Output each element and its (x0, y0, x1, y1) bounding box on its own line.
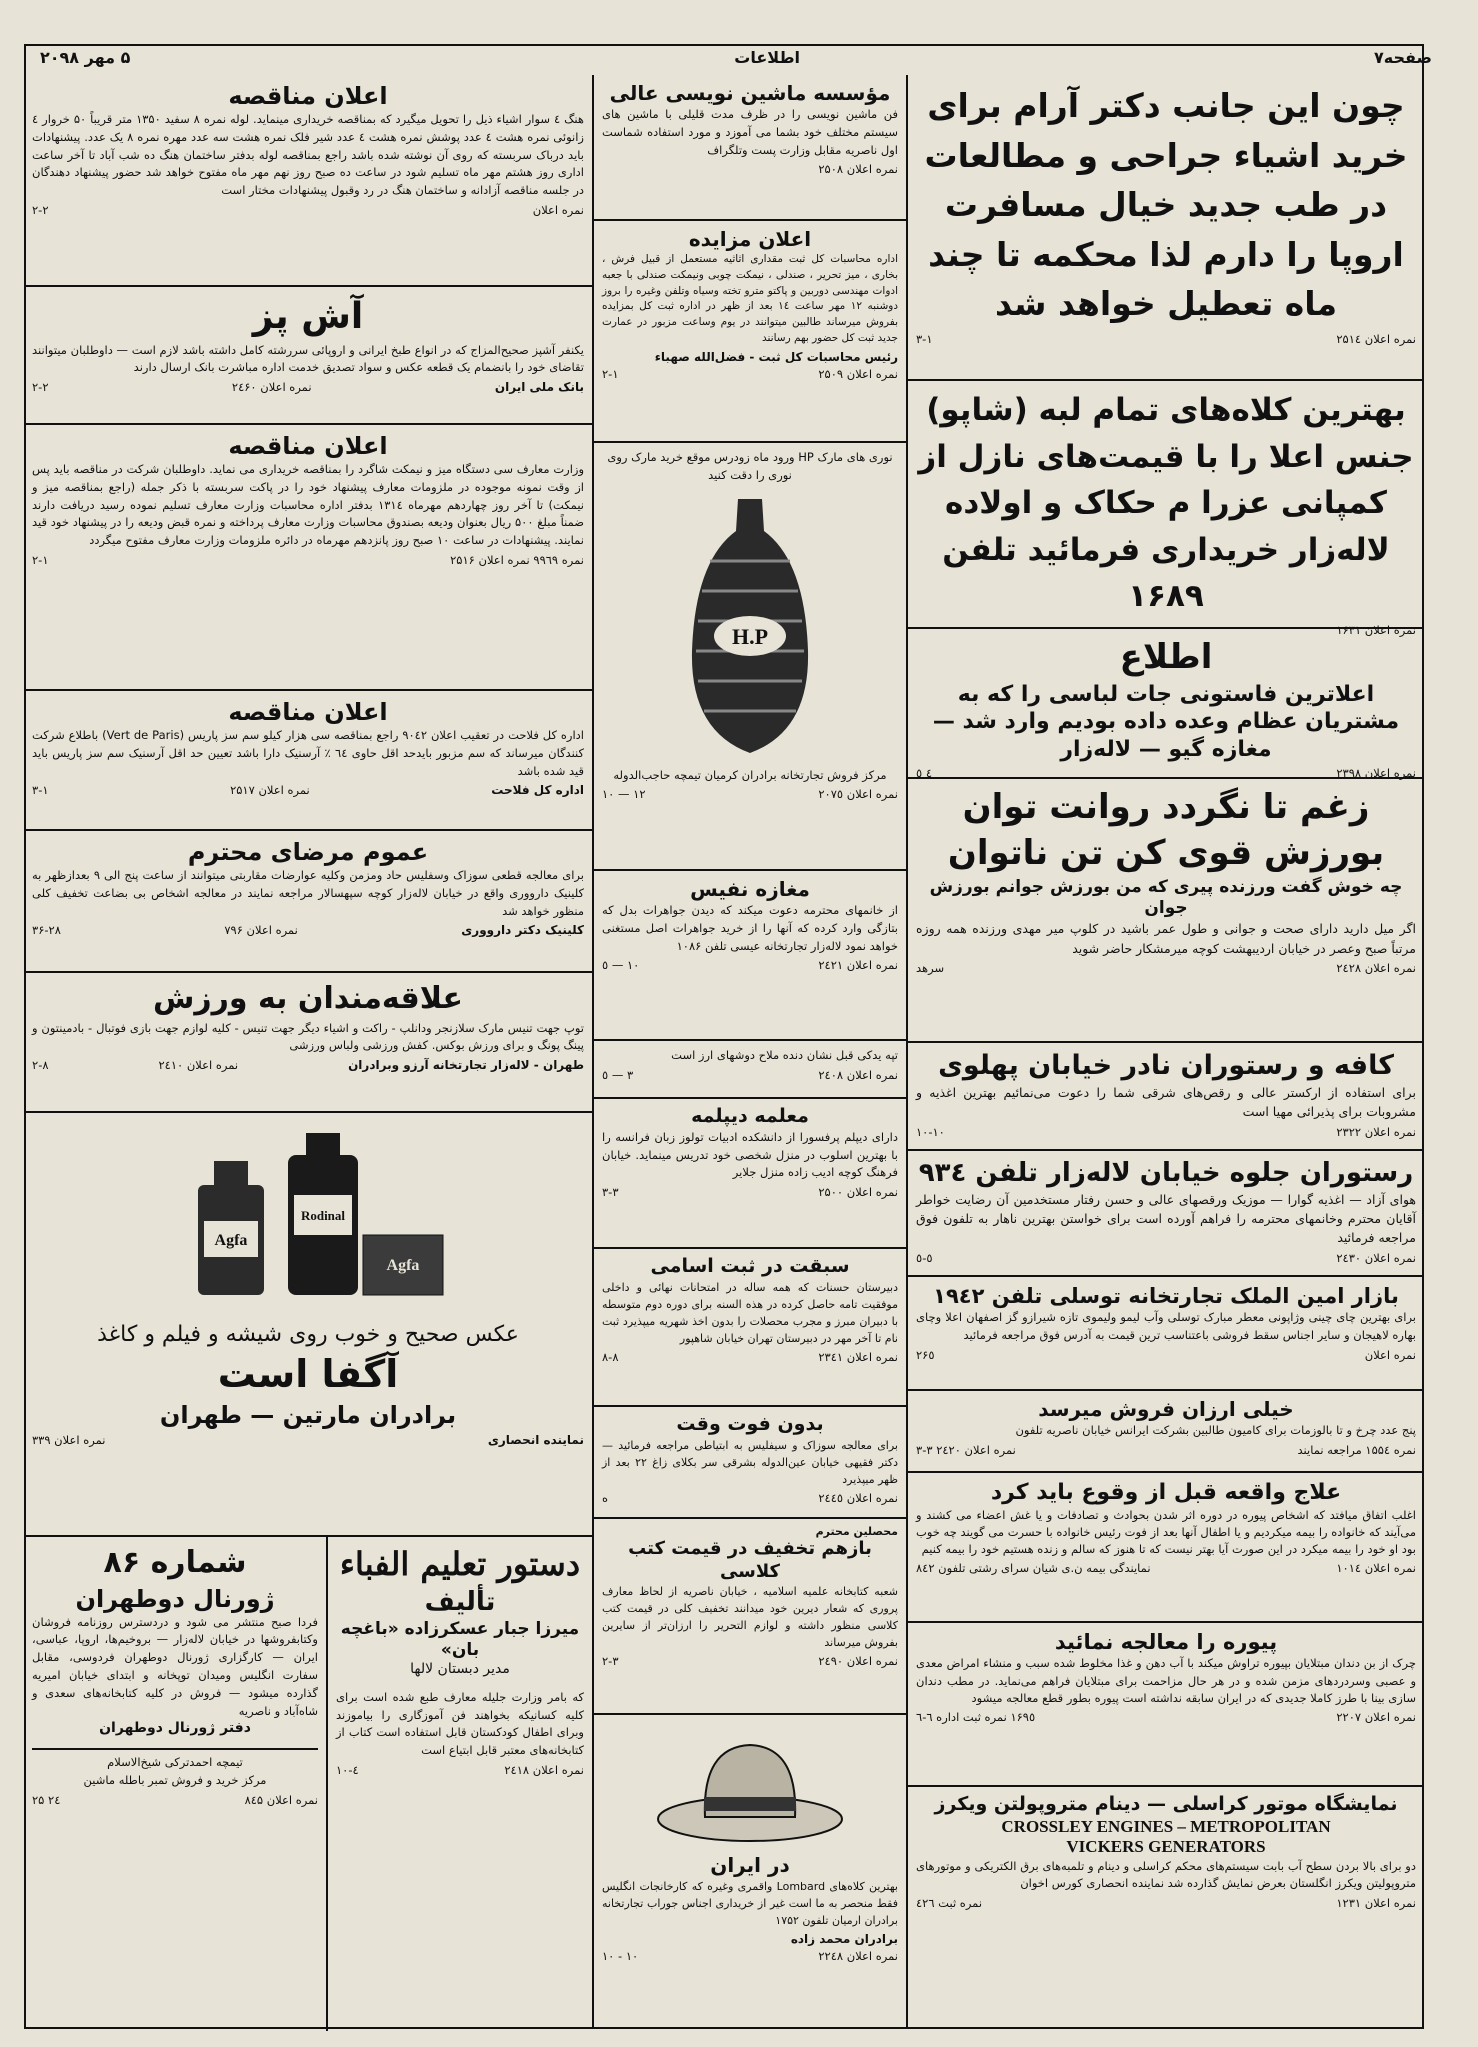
ad-sign: اداره کل فلاحت (491, 783, 584, 798)
ad-tag: ٥-٥ (916, 1250, 933, 1265)
ad-body: هنگ ٤ سوار اشیاء ذیل را تحویل میگیرد که بمناقصه خریداری مینماید. لوله نمره ۸ سفید ۱۳۵۰ متر قریباً ۵۰ خروار ٤ زانوئی نمره هشت ٤ عدد پوشش نمره هشت ٤ عدد شیر فلک نمره هشت سه عدد مهره نمره ۸ یک عدد. پیشنهادات باید درباک سربسته که روی آن نوشته شده باشد راجع بمناقصه لوله بدفتر ساختمان هنگ ده شب آباد تا آخر ساعت اداری روز هشتم مهر ماه تسلیم شود در ساعت ده صبح روز نهم مهر ماه مفتوح خواهد شد حضور پیشنهاد دهندگان در جلسه مناقصه آزادانه و ساختمان هنگ در رد وقبول پیشنهادات مختار است (32, 112, 584, 198)
ad-top: محصلین محترم (815, 1525, 898, 1538)
ad-registration (594, 1249, 906, 1407)
ad-tag: ۲-۱ (602, 366, 619, 381)
bottle-1-text: Agfa (214, 1232, 248, 1249)
ad-tag: ۱۰ - ۱۰ (602, 1949, 639, 1964)
ad-title: بازهم تخفیف در قیمت کتب کلاسی (628, 1538, 872, 1582)
ad-tag: ۲۶٥ (916, 1347, 935, 1362)
ad-sign: رئیس محاسبات کل ثبت - فضل‌الله صهباء (654, 349, 898, 364)
ad-a: تیمچه احمدترکی شیخ‌الاسلام (107, 1754, 243, 1769)
ad-title: دستور تعلیم الفباء (339, 1545, 581, 1583)
ad-body: توپ جهت تنیس مارک سلازنجر ودانلپ - راکت و اشیاء دیگر جهت تنیس - کلیه لوازم جهت بازی فوتبال - بادمینتون و پینگ پونگ و برای ورزش بوکس. کفش ورزشی ولباس ورزشی (32, 1020, 584, 1053)
ad-body: فردا صبح منتشر می شود و دردسترس روزنامه فروشان وکتابفروشها در خیابان لاله‌زار — بروخیم‌ها، اروپا، عباسی، ایران — کارگزاری ژورنال دوطهران فردوسی، مقابل سفارت انگلیس ومیدان توپخانه و ابتدای خیابان امیریه گذارده میشود — فروش در کلیه کتابخانه‌های سعدی و شاه‌آباد و ناصریه (32, 1614, 318, 1718)
ad-sign: کلینیک دکتر دارووری (461, 923, 584, 938)
ad-body: اغلب اتفاق میافتد که اشخاص پیوره در دوره اثر شدن بحوادث و تصادفات و یا غش اعضاء می کشند و می‌آیند که خانواده را بیمه میکردیم و یا اطفال آنها بعد از فوت رئیس خانواده با حسرت می گویند چه خوب بود او خود را بیمه میکرد در این صورت آیا بهتر نیست که تا هنوز که سالم و زنده هستیم خود را بیمه کنیم (916, 1507, 1416, 1556)
ad-latin-line: VICKERS GENERATORS (1066, 1837, 1266, 1857)
ad-alphabet-book (328, 1537, 592, 2029)
ad-sub: تألیف (424, 1587, 496, 1618)
ad-num: نمره اعلان ۱۲۳۱ (1336, 1896, 1416, 1911)
newspaper-title: اطلاعات (734, 48, 800, 67)
ad-foot: مرکز فروش تجارتخانه برادران کرمیان تیمچه حاجب‌الدوله (613, 767, 887, 782)
ad-tender-pipes (24, 75, 592, 287)
ad-tag: ۲٤ ۲۵ (32, 1792, 61, 1807)
ad-title: خیلی ارزان فروش میرسد (1038, 1397, 1294, 1421)
ad-tender-agriculture (24, 691, 592, 831)
ad-head: نوری های مارک HP ورود ماه زودرس موقع خرید مارک روی نوری را دقت کنید (607, 450, 893, 482)
ad-lombard-hats (594, 1715, 906, 2027)
ad-tag: نمره ثبت ٤۲٦ (916, 1896, 983, 1911)
ad-num: نمره اعلان ۷۹۶ (224, 923, 298, 938)
ad-body: دو برای بالا بردن سطح آب بابت سیستم‌های محکم کراسلی و دینام و تلمبه‌های برق الکتریکی و موتور‌های متروپولیتن ویکرز انگلستان بعرض نمایش گذارده شد نماینده انحصاری کورس اخوان (916, 1858, 1416, 1891)
ad-title: اعلان مناقصه (228, 698, 388, 726)
ad-body: هوای آزاد — اغذیه گوارا — موزیک ورقصهای عالی و حسن رفتار مستخدمین آن رضایت خواطر آقایان محترم وخانمهای محترمه را فراهم آورده است برای خواستن بهترین ناهار به تلفون فوق مراجعه فرمائید (916, 1191, 1416, 1246)
ad-tag: نمایندگی بیمه ن.ی شیان سرای رشتی تلفون ۸٤۲ (916, 1561, 1151, 1576)
issue-date: ۵ مهر ۲۰۹۸ (40, 48, 131, 67)
ad-tag: ۲-۲ (32, 380, 49, 395)
column-book (326, 1537, 592, 2031)
ad-tag: ۳ — ٥ (602, 1067, 634, 1082)
ad-title: بدون فوت وقت (676, 1413, 824, 1435)
ad-num: نمره اعلان ۱۰۱٤ (1336, 1561, 1416, 1576)
ad-num: نمره اعلان ۲۵۱٤ (1336, 331, 1416, 346)
ad-tag: ۳-۱ (916, 331, 933, 346)
ad-tag: ۱۰-۱۰ (916, 1124, 945, 1139)
ad-etela (908, 629, 1424, 779)
bottle-2-neck (306, 1133, 340, 1159)
ad-body: اداره محاسبات کل ثبت مقداری اثاثیه مستعمل از قبیل فرش ، بخاری ، میز تحریر ، صندلی ، نیمکت چوبی ونیمکت صندلی با جعبه ادوات مهندسی دوربین و پاکتو مترو تخته وسیاه وتلفن وغیره را بروز دوشنبه ۱۲ مهر ساعت ۱٤ بعد از ظهر در اداره ثبت کل بمزایده بفروش میرساند طالبین میتوانند در یوم وساعت مزبور در عمارت جدید ثبت کل حضور بهم رسانند (602, 253, 898, 344)
ad-title: علاج واقعه قبل از وقوع باید کرد (990, 1480, 1342, 1505)
ad-sports-goods (24, 973, 592, 1113)
ad-tender-desks (24, 425, 592, 691)
ad-num: نمره اعلان ۲٤۱۸ (504, 1762, 584, 1777)
ad-body: شعبه کتابخانه علمیه اسلامیه ، خیابان ناصریه از لحاظ معارف پروری که شعار دیرین خود میدانند تخفیف کلی در قیمت کتب کلاسی منظور داشته و لوازم التحریر را ارزان‌تر از سایرین بفروش میرساند (602, 1585, 898, 1650)
ad-num: نمره اعلان ۲٤۳۰ (1336, 1250, 1416, 1265)
column-middle (592, 75, 906, 2029)
ad-b: مرکز خرید و فروش تمبر باطله ماشین (83, 1772, 267, 1787)
ad-tag: نمره اعلان ۲٤۲۰ ۳-۳ (916, 1442, 1016, 1457)
ad-body: بهترین کلاه‌های Lombard واقمری وغیره که کارخانجات انگلیس فقط منحصر به ما است غیر از خریداری اجناس جوراب تجارتخانه برادران ارمیان تلفون ۱۷۵۲ (602, 1880, 898, 1928)
ad-tag: ه (602, 1490, 609, 1505)
ad-body: از خانمهای محترمه دعوت میکند که دیدن جواهرات بدل که بتازگی وارد کرده که آنها را از خرید جواهرات اصل مستغنی خواهد نمود لاله‌زار تجارتخانه عیسی تلفن ۱۰۸۶ (602, 903, 898, 953)
ad-small (594, 1041, 906, 1099)
ad-title: سبقت در ثبت اسامی (650, 1255, 850, 1277)
ad-tag: ۲-۸ (32, 1058, 49, 1073)
ad-title: شماره ۸۶ (103, 1545, 247, 1580)
ad-sign: دفتر ژورنال دوطهران (99, 1720, 251, 1737)
ad-num: نمره اعلان ۲۵۰۰ (818, 1185, 898, 1200)
ad-body: برای معالجه قطعی سوزاک وسفلیس حاد ومزمن وکلیه عوارضات مقاربتی میتوانند از ساعت پنج الی ۹ بعدازظهر به کلینیک دارووری واقع در خیابان لاله‌زار کوچه سپهسالار مراجعه نمایند در معالجه اشخاص بی بضاعت تخفیف کلی منظور خواهد شد (32, 868, 584, 918)
ad-sign: بانک ملی ایران (494, 380, 584, 395)
ad-num: نمره اعلان ۲٤۹۰ (818, 1654, 898, 1669)
ad-pyorrhea (908, 1623, 1424, 1787)
stamp-shop (32, 1748, 318, 1807)
ad-body: دبیرستان حسنات که همه ساله در امتحانات نهائی و داخلی موفقیت تامه حاصل کرده در هذه السنه برای دوره دوم متوسطه با دبیران مبرز و مجرب محصلات را بدون اخذ شهریه میپذیرد ثبت نام تا آخر مهر در دبیرستان تهران خیابان شاهپور (602, 1280, 898, 1345)
ad-body: اگر میل دارید دارای صحت و جوانی و طول عمر باشید در کلوپ میر مهدی ورزنده همه روزه مرتباً صبح وعصر در خیابان اردیبهشت کوچه میرمشکار حاضر شوید (916, 921, 1416, 956)
ad-num: نمره اعلان ۲۳۹۸ (1336, 766, 1416, 781)
ad-title: آگفا است (217, 1351, 399, 1396)
column-journal (24, 1537, 326, 2031)
ad-title: چون این جانب دکتر آرام برای خرید اشیاء جراحی و مطالعات در طب جدید خیال مسافرت اروپا را دارم لذا محکمه تا چند ماه تعطیل خواهد شد (924, 86, 1408, 323)
ad-body: اداره کل فلاحت در تعقیب اعلان ۹۰٤۲ راجع بمناقصه سی هزار کیلو سم سز پاریس (Vert de Paris) باطلاع شرکت کنندگان میرساند که سم مزبور بایدحد اقل حاوی ٦٤ ٪ آرسنیک دارا باشد تعیین حد اقل آرسنیک سم سز پاریس باید قید شده باشد (32, 728, 584, 778)
ad-title: اطلاع (1119, 637, 1213, 677)
ad-tag: ٤-۱۰ (336, 1762, 359, 1777)
hat-illustration (650, 1727, 850, 1847)
ad-title: اعلان مناقصه (228, 82, 388, 110)
ad-num: نمره اعلان ۲٤۲۱ (818, 958, 898, 973)
ad-crossley (908, 1787, 1424, 2027)
ad-body: وزارت معارف سی دستگاه میز و نیمکت شاگرد را بمناقصه خریداری می نماید. داوطلبان شرکت در مناقصه باید پس از وقت نمونه موجوده در ملزومات معارف پیشنهاد خود را در پاکت سربسته با ذکر جمله (راجع بمناقصه میز و نیمکت) تا آخر روز چهاردهم مهرماه ۱۳۱٤ بدفتر اداره محاسبات وزارت معارف تسلیم نموده رسید دریافت دارند ضمناً مبلغ ۵۰۰ ریال بعنوان ودیعه بصندوق محاسبات وزارت معارف پرداخته و نمره قبض ودیعه را در پیشنهاد خود قید نمایند. پیشنهادات در ساعت ۱۰ صبح روز پانزدهم مهرماه در دائره ملزومات وزارت معارف مفتوح میگردد (32, 462, 585, 548)
ad-tag: ۲-۱ (32, 553, 49, 568)
ad-num: نمره اعلان ۸٤۵ (244, 1792, 318, 1807)
ad-body: چرک از بن دندان مبتلایان بپیوره تراوش میکند با آب دهن و غذا مخلوط شده سبب و منشاء امراض معدی و عصبی وسردرد‌های مزمن شده و در هر حال مزاحمت برای مبتلایان فراهم می‌نماید. در مطب دندان سازی بینا با طرز کاملا جدیدی که در ایران سابقه نداشته است پیوره بطور قطع معالجه میشود (916, 1656, 1416, 1705)
ad-title: کافه و رستوران نادر خیابان پهلوی (938, 1050, 1394, 1081)
ad-num: نمره اعلان ۲۰۷٥ (818, 787, 898, 802)
ad-title: عموم مرضای محترم (187, 838, 429, 866)
ad-textbooks (594, 1519, 906, 1715)
ad-num: نمره اعلان ۲٤٤٥ (818, 1490, 898, 1505)
ad-title: مغازه نفیس (690, 877, 810, 901)
ad-title: اعلان مزایده (688, 227, 812, 251)
ad-num: نمره اعلان ۲٤۰۸ (818, 1067, 898, 1082)
ad-title: پیوره را معالجه نمائید (1054, 1630, 1278, 1654)
ad-sign: برادران مارتین — طهران (159, 1400, 457, 1429)
ad-title: آش پز (252, 296, 364, 337)
ad-teacher (594, 1099, 906, 1249)
ad-title: نمایشگاه موتور کراسلی — دینام متروپولتن ویکرز (934, 1793, 1398, 1815)
ad-doctor (594, 1407, 906, 1519)
ad-sub: چه خوش گفت ورزنده پیری که من بورزش جوانم بورزش جوان (929, 876, 1403, 919)
ad-num: نمره اعلان ۲۳٤۱ (818, 1349, 898, 1364)
agfa-products-illustration (158, 1125, 458, 1315)
ad-tag: ۲-۳ (602, 1654, 619, 1669)
ad-tag: ۱۲ — ۱۰ (602, 787, 646, 802)
ad-title: بهترین کلاه‌های تمام لبه (شاپو) جنس اعلا را با قیمت‌های نازل از کمپانی عزرا م حکاک و اولاده لاله‌زار خریداری فرمائید تلفن ۱۶۸۹ (918, 392, 1414, 614)
ad-cafe-nader (908, 1043, 1424, 1151)
ad-tag: ۸-۸ (602, 1349, 619, 1364)
ad-num: نمره اعلان ۲۲۰۷ (1336, 1710, 1416, 1724)
ad-body: برای بهترین چای چینی وژاپونی معطر مبارک توسلی وآب لیمو ولیموی تازه شیرازو گز اصفهان اعلا وچای بهاره لاهیجان و سایر اجناس سقط فروشی باعتناسب ترین قیمت به آدرس فوق مراجعه فرمائید (916, 1310, 1416, 1343)
ad-rep: نماینده انحصاری (487, 1432, 584, 1447)
ad-cheap-sale (908, 1391, 1424, 1473)
ad-num: نمره اعلان ۲٤۱۰ (158, 1058, 239, 1073)
ad-body: یکنفر آشپز صحیح‌المزاج که در انواع طبخ ایرانی و اروپائی سررشته کامل داشته باشد لازم است — داوطلبان میتوانند تقاضای خود را بانضمام یک قطعه عکس و سواد تصدیق خدمت اداره مباشرت بانک ارسال دارند (32, 342, 584, 375)
ad-tag: سرهد (916, 961, 945, 976)
ad-num: نمره اعلان ۲۳۲۲ (1336, 1124, 1416, 1139)
ad-body: برای معالجه سوزاک و سیفلیس به ابتیاطی مراجعه فرمائید — دکتر فقیهی خیابان عین‌الدوله بشرقی سر بکلای زاغ ۲۲ بعد از ظهر میپذیرد (602, 1438, 898, 1486)
ad-num: نمره اعلان (532, 203, 584, 218)
ad-tag: ۳-۳ (602, 1185, 619, 1200)
ad-body: اعلاترین فاستونی جات لباسی را که به مشتریان عظام وعده داده بودیم وارد شد — مغازه گیو — لاله‌زار (932, 681, 1400, 762)
ad-body: فن ماشین نویسی را در ظرف مدت قلیلی با ماشین های سیستم مختلف خود بشما می آموزد و مورد استفاده شماست اول ناصریه مقابل وزارت پست وتلگراف (602, 107, 898, 157)
ad-hp-bottle (594, 443, 906, 871)
bottle-2-text: Rodinal (300, 1208, 346, 1223)
ad-dr-aram (908, 75, 1424, 381)
hp-bottle-illustration (680, 491, 820, 761)
hat-band (704, 1797, 796, 1811)
ad-body: پنج عدد چرخ و تا بالوزمات برای کامیون طالبین بشرکت ایرانس خیابان ناصریه تلفون (1015, 1423, 1416, 1437)
ad-jewelry (594, 871, 906, 1041)
film-box-text: Agfa (386, 1257, 420, 1274)
ad-num: نمره ۹۹٦۹ نمره اعلان ۲۵۱۶ (450, 553, 584, 568)
column-left (24, 75, 592, 1535)
ad-clinic (24, 831, 592, 973)
ad-restaurant-jelveh (908, 1151, 1424, 1277)
ad-sign: برادران محمد زاده (790, 1932, 898, 1947)
ad-tag: ۳-۱ (32, 783, 49, 798)
ad-sub2: مدیر دبستان لالها (410, 1661, 510, 1678)
bottle-1-neck (214, 1161, 248, 1189)
ad-journal (24, 1537, 326, 2029)
ad-body: که بامر وزارت جلیله معارف طبع شده است برای کلیه کسانیکه بخواهند فن آموزگاری را بیاموزند وبرای اطفال کودکستان قابل استفاده است کتاب از کتابخانه‌های معتبر قابل ابتیاع است (336, 1689, 584, 1758)
ad-tag: ۱۶۹٥ نمره ثبت اداره ٦-٦ (916, 1710, 1036, 1724)
ad-body: تپه یدکی قبل نشان دنده ملاح دوشهای ارز است (671, 1048, 898, 1062)
ad-title: علاقه‌مندان به ورزش (152, 981, 464, 1016)
ad-agfa (24, 1113, 592, 1535)
ad-typing-school (594, 75, 906, 221)
ad-tag: ۱۰ — ٥ (602, 958, 640, 973)
ad-sign: طهران - لاله‌زار تجارتخانه آرزو وبرادران (348, 1058, 584, 1073)
ad-num: نمره اعلان (1364, 1347, 1416, 1362)
ad-tag: ٤ ٥ (916, 766, 933, 781)
ad-num: نمره اعلان ۲۵۱۷ (230, 783, 310, 798)
ad-latin-line: CROSSLEY ENGINES – METROPOLITAN (1001, 1816, 1331, 1836)
ad-title: معلمه دیپلمه (691, 1105, 809, 1127)
ad-sub: ژورنال دوطهران (75, 1584, 275, 1613)
ad-num: نمره اعلان ۱۶۳۱ (1336, 622, 1416, 637)
ad-num: نمره اعلان ۳۳۹ (32, 1432, 106, 1447)
ad-num: نمره اعلان ۲٤۲۸ (1336, 961, 1416, 976)
ad-num: نمره اعلان ۲۵۰۹ (818, 366, 898, 381)
ad-title: بازار امین الملک تجارتخانه توسلی تلفن ۱۹٤۲ (933, 1284, 1399, 1308)
ad-num: نمره اعلان ۲٤۶۰ (231, 380, 312, 395)
ad-body: دارای دیپلم پرفسورا از دانشکده ادبیات تولوز زبان فرانسه را با بهترین اسلوب در منزل شخصی خود تدریس مینماید. خیابان فرهنگ کوچه ادیب زاده منزل جلایر (602, 1129, 898, 1180)
ad-title: در ایران (710, 1853, 790, 1877)
ad-title: زغم تا نگردد روانت توان بورزش قوی کن تن ناتوان (947, 787, 1385, 873)
ad-cook (24, 287, 592, 425)
ad-insurance (908, 1473, 1424, 1623)
ad-num: نمره ۱۵۵٤ مراجعه نمایند (1297, 1442, 1416, 1457)
ad-tag: ۳۶-۲۸ (32, 923, 61, 938)
ad-sport-club (908, 779, 1424, 1043)
ad-num: نمره اعلان ۲۵۰۸ (818, 162, 898, 177)
ad-title: اعلان مناقصه (228, 432, 388, 460)
ad-line: عکس صحیح و خوب روی شیشه و فیلم و کاغذ (97, 1322, 519, 1347)
ad-title: مؤسسه ماشین نویسی عالی (609, 81, 891, 105)
ad-tag: ۲-۲ (32, 203, 49, 218)
ad-num: نمره اعلان ۲۲٤۸ (818, 1949, 898, 1964)
ad-auction (594, 221, 906, 443)
ad-hats (908, 381, 1424, 637)
ad-author: میرزا جبار عسکرزاده «باغچه بان» (340, 1618, 580, 1660)
ad-body: برای استفاده از ارکستر عالی و رقص‌های شرقی شما را دعوت می‌نمائیم بهترین اغذیه و مشروبات برای پذیرائی مهیا است (916, 1084, 1416, 1120)
bottle-label-text: H.P (731, 623, 769, 649)
page-number: صفحه۷ (1374, 48, 1432, 67)
column-right (906, 75, 1424, 2029)
ad-bazaar-amin (908, 1277, 1424, 1391)
ad-title: رستوران جلوه خیابان لاله‌زار تلفن ۹۳٤ (918, 1158, 1414, 1188)
ad-latin (916, 1817, 1416, 1858)
